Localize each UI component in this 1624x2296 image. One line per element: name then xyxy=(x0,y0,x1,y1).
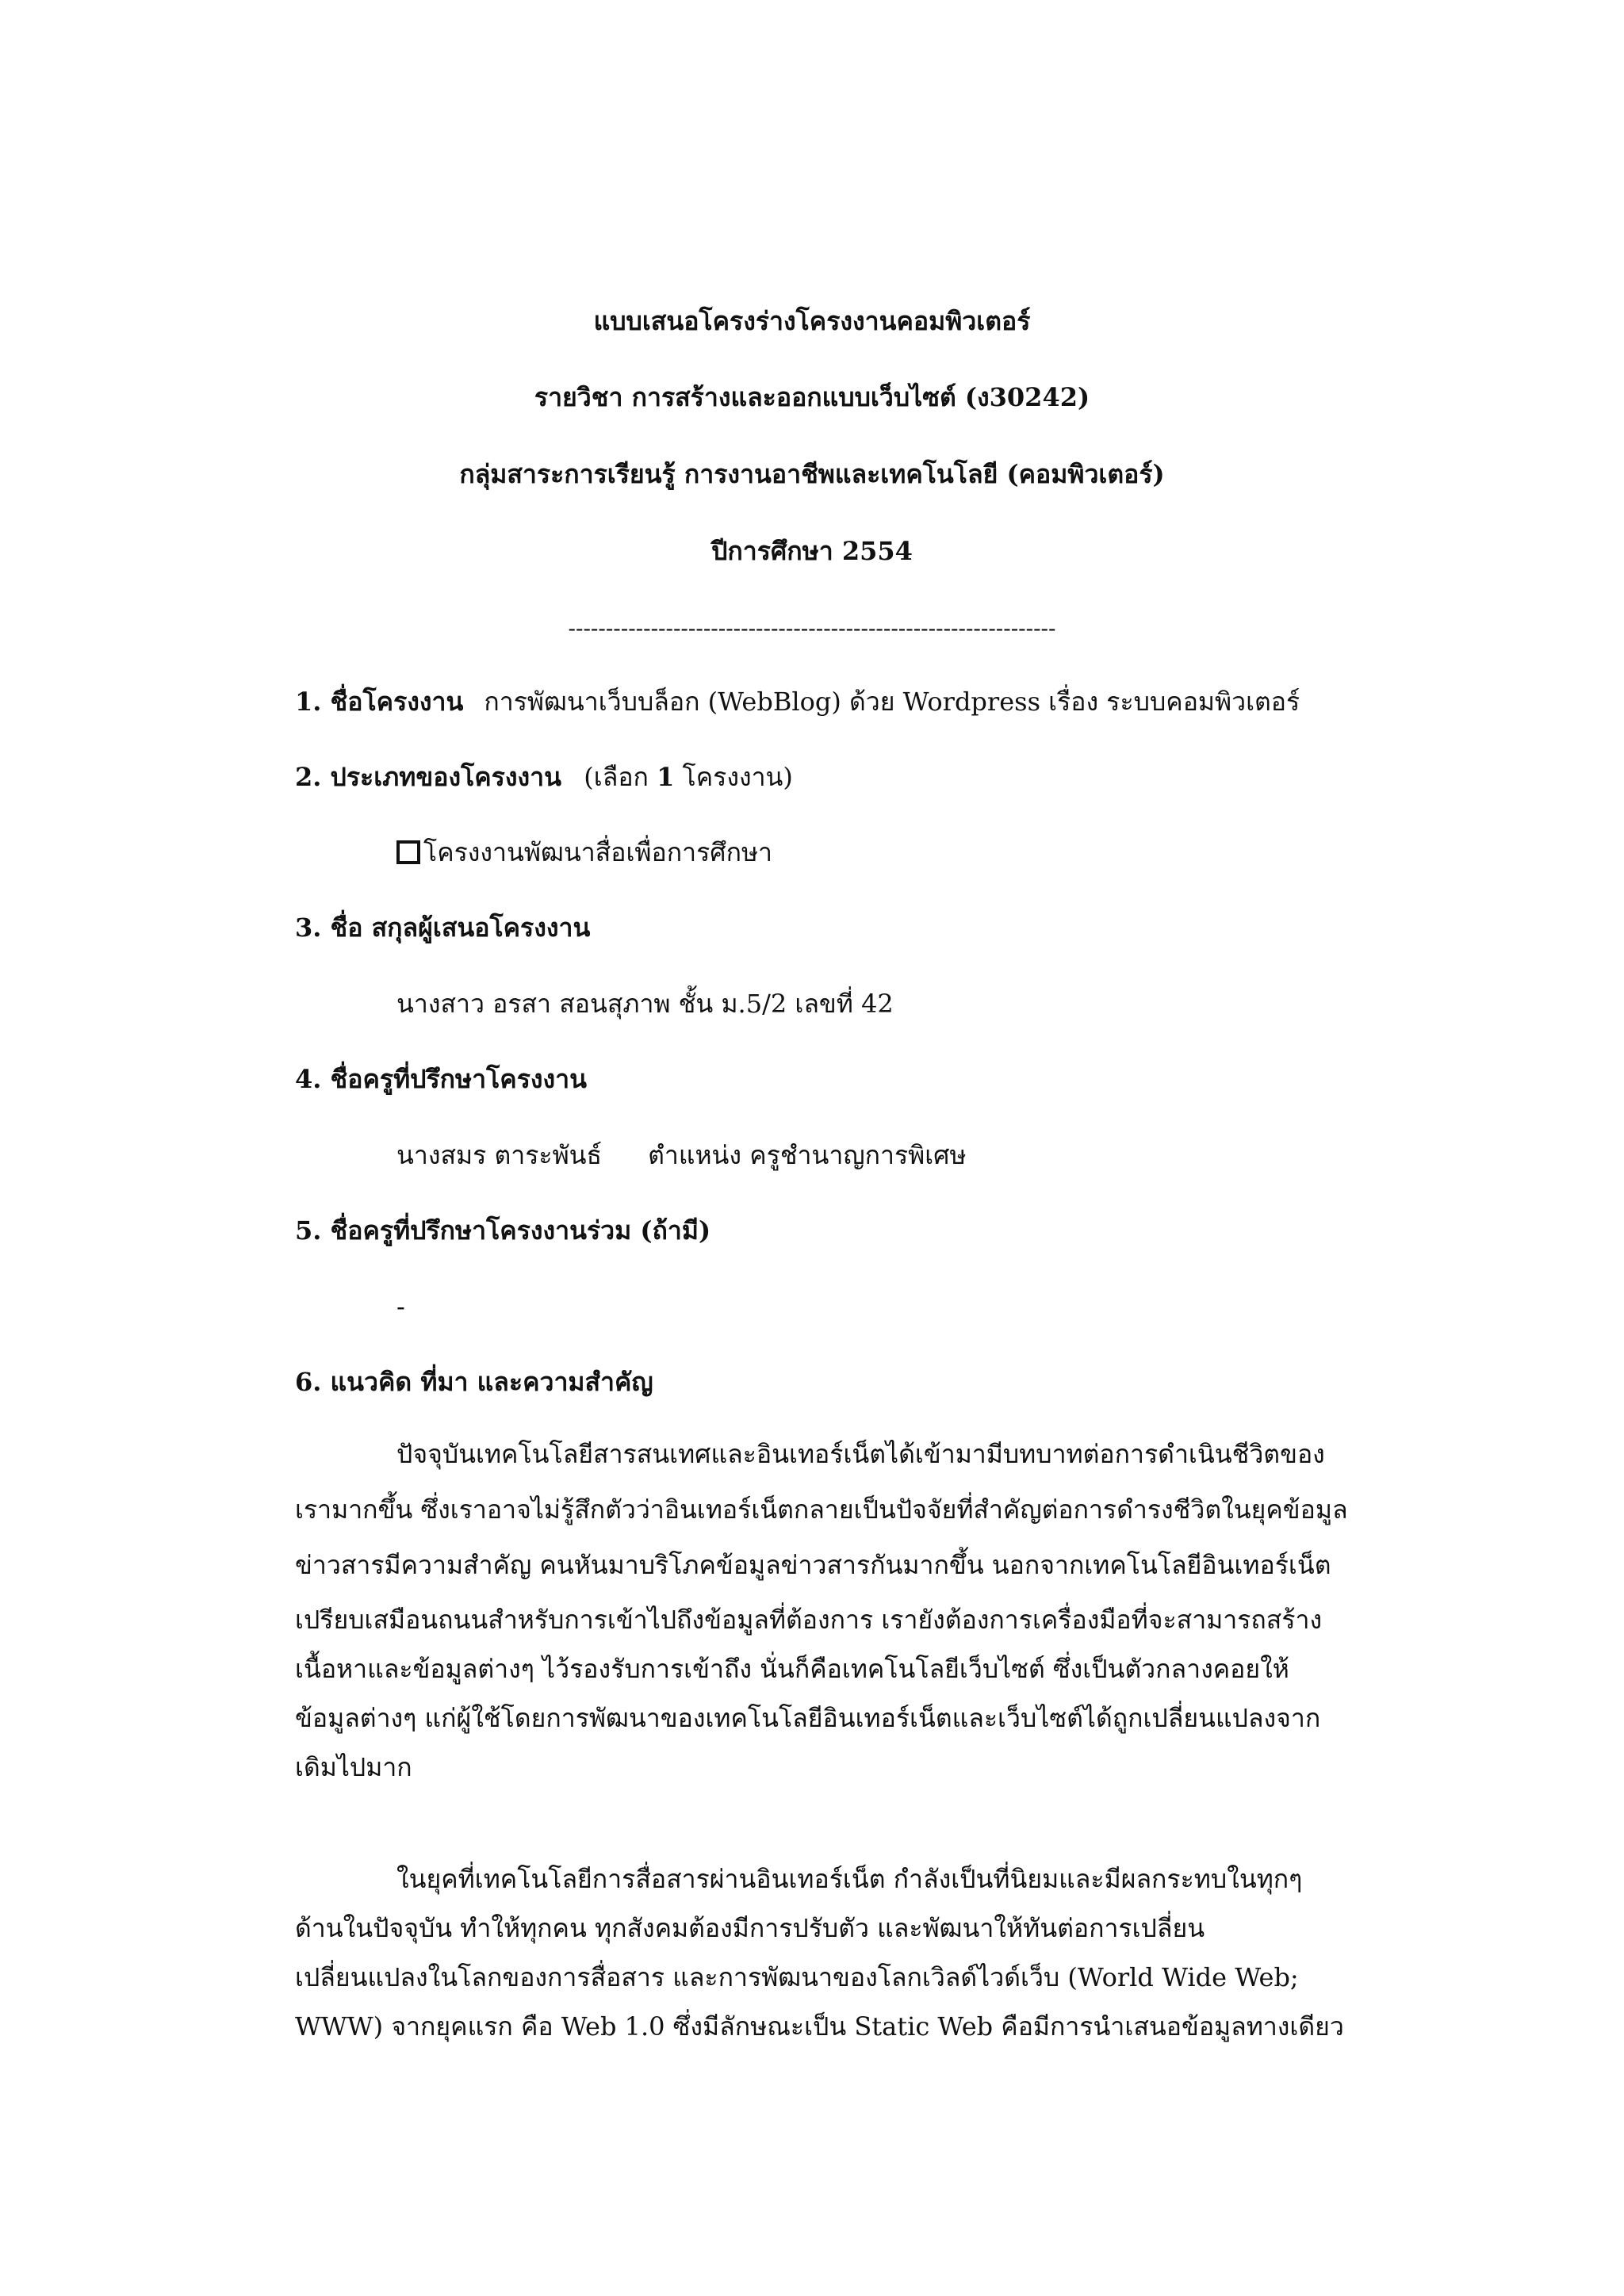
subject-group-line: กลุ่มสาระการเรียนรู้ การงานอาชีพและเทคโนโลยี (คอมพิวเตอร์) xyxy=(459,459,1165,489)
advisor-name: นางสมร ตาระพันธ์ xyxy=(396,1140,603,1170)
paragraph-2-line: เปลี่ยนแปลงในโลกของการสื่อสาร และการพัฒนาของโลกเวิลด์ไวด์เว็บ (World Wide Web; xyxy=(295,1962,1299,1992)
section-5-label: 5. ชื่อครูที่ปรึกษาโครงงานร่วม (ถ้ามี) xyxy=(295,1215,711,1246)
paragraph-1-line: เปรียบเสมือนถนนสำหรับการเข้าไปถึงข้อมูลที่ต้องการ เรายังต้องการเครื่องมือที่จะสามารถสร้าง xyxy=(295,1605,1323,1635)
proposer-info: นางสาว อรสา สอนสุภาพ ชั้น ม.5/2 เลขที่ 42 xyxy=(396,989,894,1019)
project-type-option xyxy=(396,836,772,868)
separator-line: ----------------------------------------------------------------- xyxy=(568,615,1056,641)
academic-year-line: ปีการศึกษา 2554 xyxy=(711,536,913,566)
co-advisor-value: - xyxy=(396,1292,405,1322)
paragraph-2-line: WWW) จากยุคแรก คือ Web 1.0 ซึ่งมีลักษณะเป็น Static Web คือมีการนำเสนอข้อมูลทางเดียว xyxy=(295,2011,1344,2042)
paragraph-2-line: ด้านในปัจจุบัน ทำให้ทุกคน ทุกสังคมต้องมีการปรับตัว และพัฒนาให้ทันต่อการเปลี่ยน xyxy=(295,1913,1205,1943)
document-title: แบบเสนอโครงร่างโครงงานคอมพิวเตอร์ xyxy=(593,306,1031,336)
paragraph-1-line: เดิมไปมาก xyxy=(295,1752,412,1782)
project-name: การพัฒนาเว็บบล็อก (WebBlog) ด้วย Wordpress เรื่อง ระบบคอมพิวเตอร์ xyxy=(484,687,1300,717)
section-2-note-prefix: (เลือก xyxy=(584,762,649,792)
section-1-label: 1. ชื่อโครงงาน xyxy=(295,687,464,717)
section-3-label: 3. ชื่อ สกุลผู้เสนอโครงงาน xyxy=(295,913,591,943)
advisor-info xyxy=(396,1139,967,1171)
advisor-position: ตำแหน่ง ครูชำนาญการพิเศษ xyxy=(648,1140,967,1170)
course-line: รายวิชา การสร้างและออกแบบเว็บไซต์ (ง30242) xyxy=(534,382,1090,412)
paragraph-1-line: ข้อมูลต่างๆ แก่ผู้ใช้โดยการพัฒนาของเทคโนโลยีอินเทอร์เน็ตและเว็บไซต์ได้ถูกเปลี่ยนแปลงจาก xyxy=(295,1703,1321,1733)
section-2-label: 2. ประเภทของโครงงาน xyxy=(295,762,561,792)
paragraph-1-line: ข่าวสารมีความสำคัญ คนหันมาบริโภคข้อมูลข่าวสารกันมากขึ้น นอกจากเทคโนโลยีอินเทอร์เน็ต xyxy=(295,1550,1331,1580)
paragraph-2-line: ในยุคที่เทคโนโลยีการสื่อสารผ่านอินเทอร์เน็ต กำลังเป็นที่นิยมและมีผลกระทบในทุกๆ xyxy=(396,1864,1303,1894)
section-2 xyxy=(295,761,793,793)
paragraph-2 xyxy=(295,1854,1431,2051)
section-6-label: 6. แนวคิด ที่มา และความสำคัญ xyxy=(295,1367,653,1397)
section-2-note-suffix: โครงงาน) xyxy=(682,762,793,792)
project-type-label: โครงงานพัฒนาสื่อเพื่อการศึกษา xyxy=(423,837,772,867)
paragraph-1 xyxy=(295,1426,1431,1593)
paragraph-1-cont xyxy=(295,1595,1431,1792)
paragraph-1-line: เนื้อหาและข้อมูลต่างๆ ไว้รองรับการเข้าถึง นั่นก็คือเทคโนโลยีเว็บไซต์ ซึ่งเป็นตัวกลางคอยให้ xyxy=(295,1654,1289,1684)
section-4-label: 4. ชื่อครูที่ปรึกษาโครงงาน xyxy=(295,1064,587,1094)
section-1 xyxy=(295,686,1300,718)
section-2-note-num: 1 xyxy=(657,762,675,792)
paragraph-1-line: เรามากขึ้น ซึ่งเราอาจไม่รู้สึกตัวว่าอินเทอร์เน็ตกลายเป็นปัจจัยที่สำคัญต่อการดำรงชีวิตในยุคข้อมูล xyxy=(295,1494,1348,1525)
checkbox-icon[interactable] xyxy=(396,840,420,864)
paragraph-1-line: ปัจจุบันเทคโนโลยีสารสนเทศและอินเทอร์เน็ตได้เข้ามามีบทบาทต่อการดำเนินชีวิตของ xyxy=(396,1439,1325,1469)
